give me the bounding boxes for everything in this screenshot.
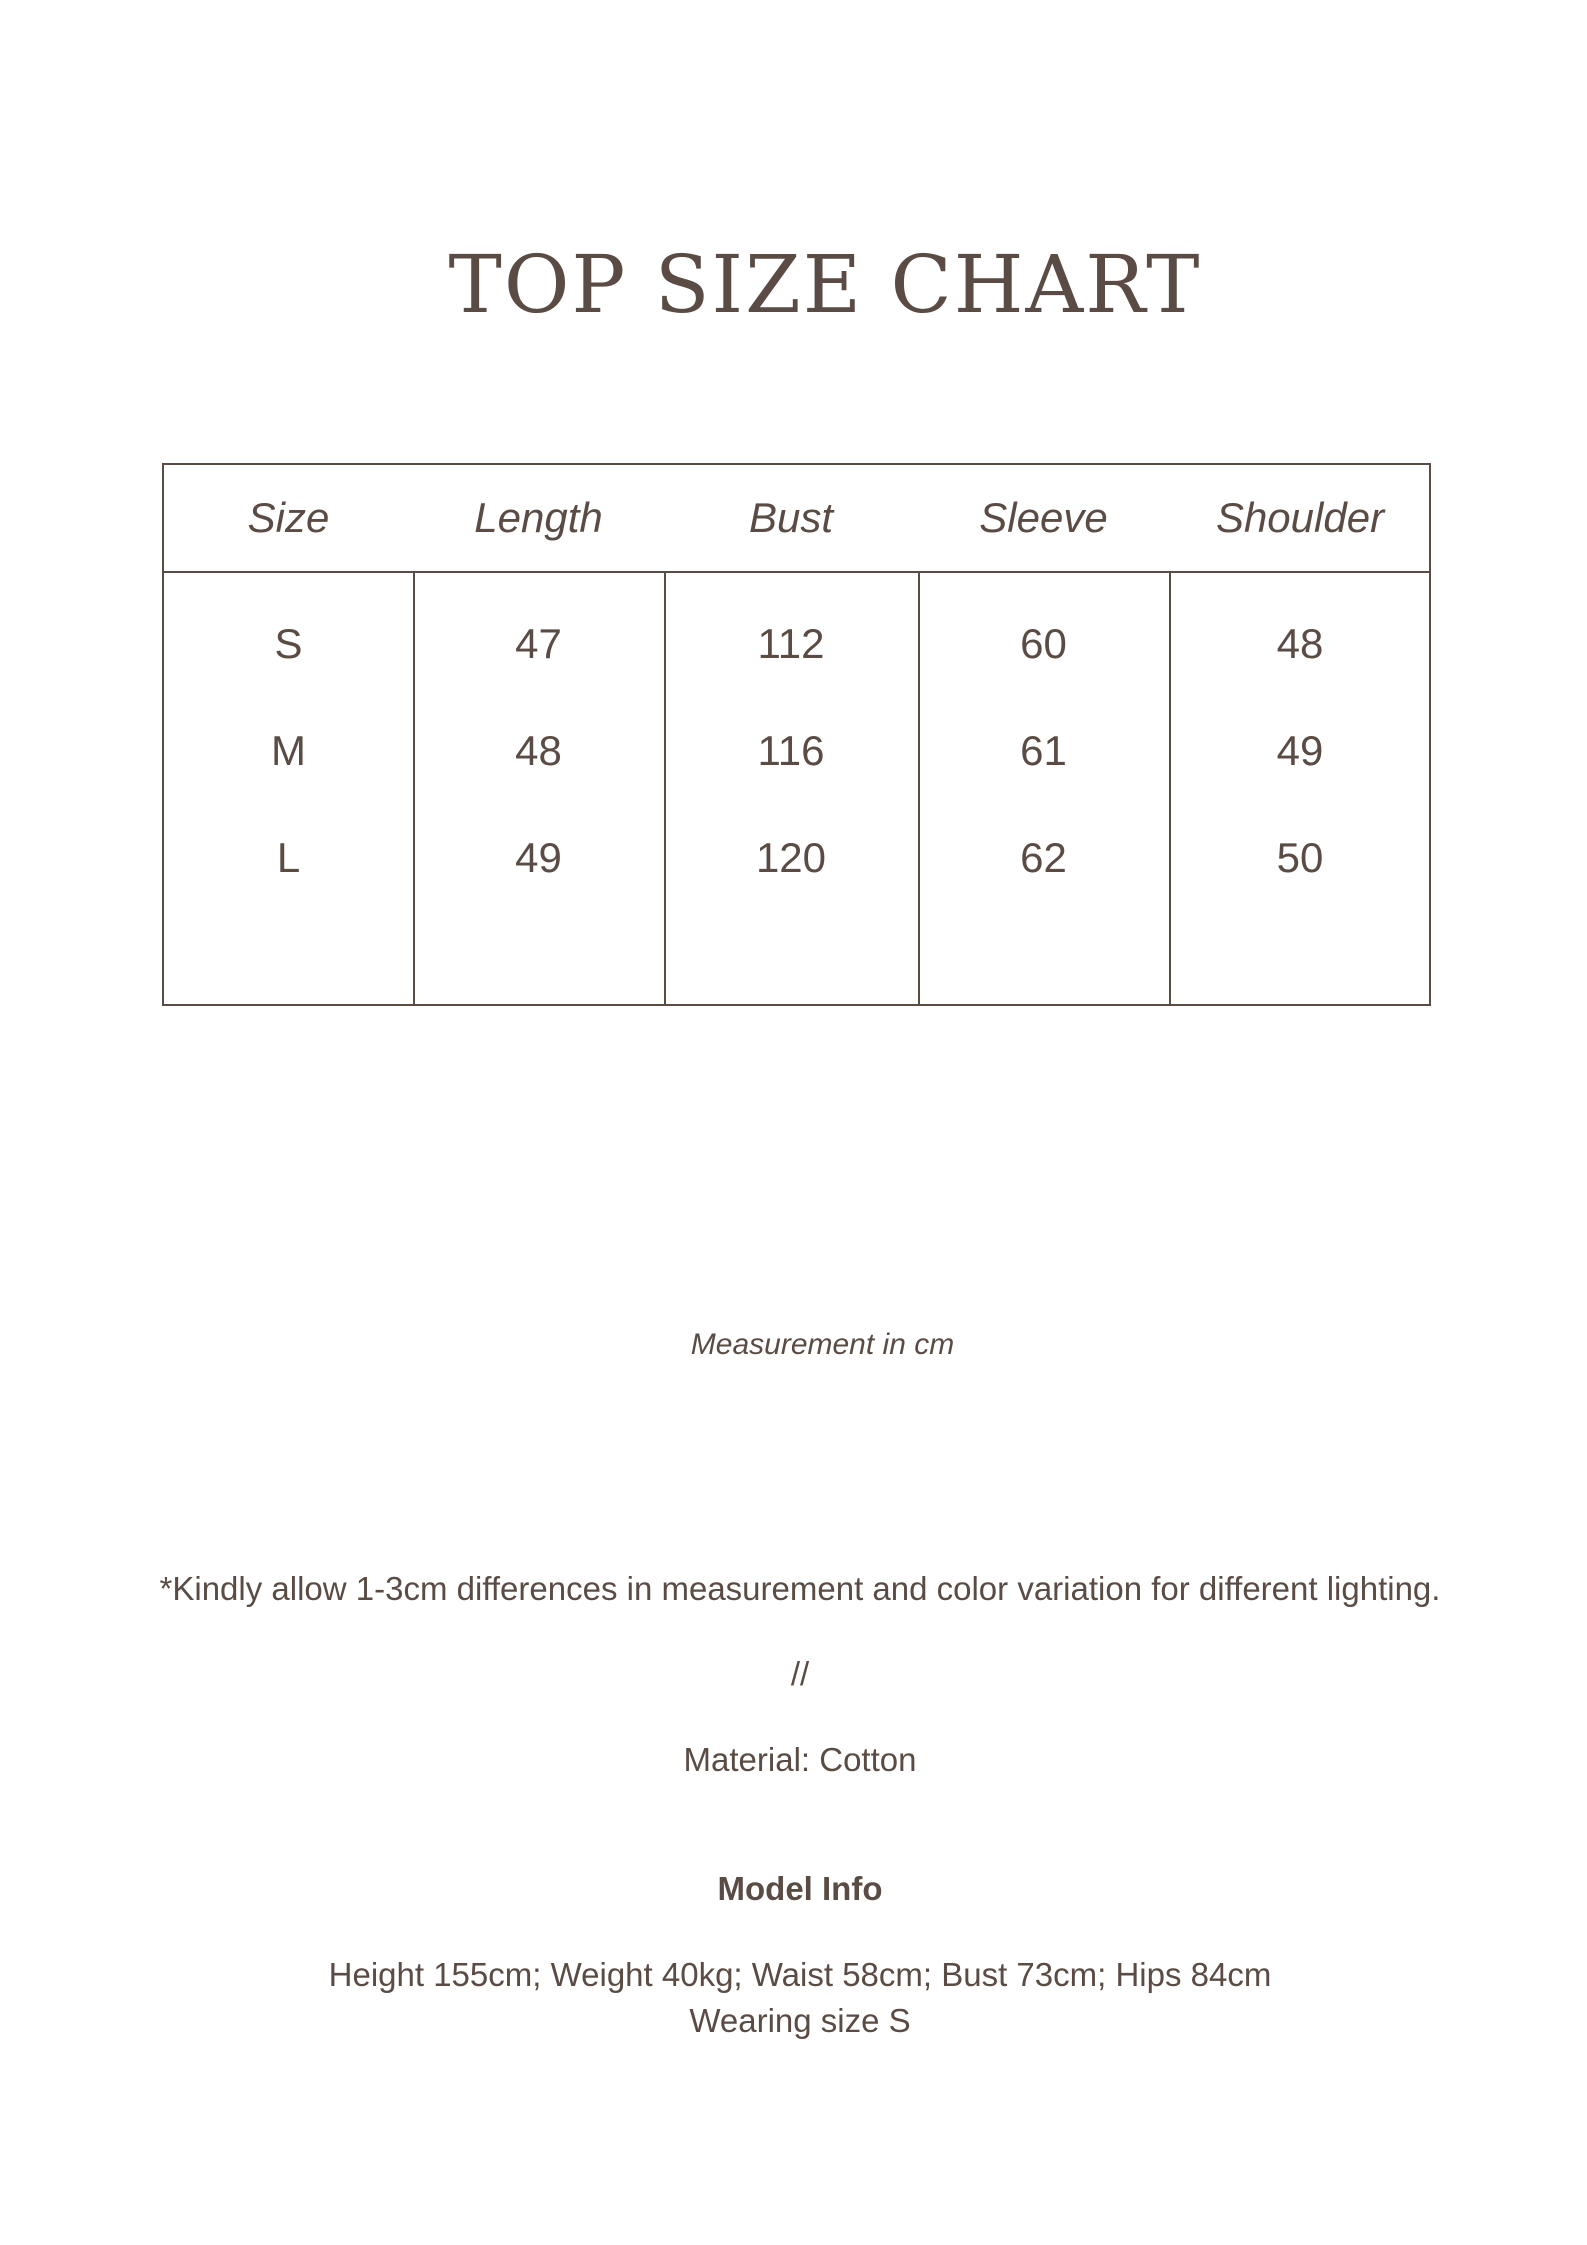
- header-size: Size: [247, 494, 330, 541]
- cell-shoulder-s: 48: [1276, 620, 1324, 667]
- cell-sleeve-m: 61: [1020, 727, 1067, 774]
- table-header-row: [164, 465, 1429, 573]
- cell-size-m: M: [271, 727, 306, 774]
- model-measurements: Height 155cm; Weight 40kg; Waist 58cm; Bust 73cm; Hips 84cm: [328, 1956, 1272, 1993]
- cell-sleeve-s: 60: [1020, 620, 1067, 667]
- disclaimer-text: *Kindly allow 1-3cm differences in measurement and color variation for different lighting.: [159, 1570, 1441, 1607]
- column-size: [164, 573, 413, 1004]
- cell-bust-s: 112: [757, 620, 825, 667]
- column-bust: [664, 573, 918, 1004]
- cell-size-l: L: [276, 834, 301, 881]
- material-text: Material: Cotton: [683, 1741, 917, 1778]
- cell-shoulder-l: 50: [1276, 834, 1324, 881]
- header-length: Length: [474, 494, 603, 541]
- header-bust: Bust: [748, 494, 834, 541]
- cell-sleeve-l: 62: [1020, 834, 1067, 881]
- cell-bust-m: 116: [757, 727, 825, 774]
- model-info-title: Model Info: [717, 1870, 883, 1907]
- size-chart-table: [162, 463, 1431, 1006]
- header-sleeve: Sleeve: [979, 494, 1108, 541]
- column-sleeve: [918, 573, 1169, 1004]
- column-shoulder: [1169, 573, 1431, 1004]
- cell-length-s: 47: [515, 620, 562, 667]
- cell-length-l: 49: [515, 834, 562, 881]
- cell-size-s: S: [274, 620, 303, 667]
- header-shoulder: Shoulder: [1215, 494, 1385, 541]
- separator-text: //: [790, 1655, 810, 1692]
- cell-shoulder-m: 49: [1276, 727, 1324, 774]
- column-length: [413, 573, 664, 1004]
- measurement-unit-note: Measurement in cm: [690, 1328, 955, 1361]
- cell-bust-l: 120: [755, 834, 827, 881]
- model-wearing-size: Wearing size S: [689, 2002, 911, 2039]
- page-title: TOP SIZE CHART: [448, 238, 1202, 331]
- cell-length-m: 48: [515, 727, 562, 774]
